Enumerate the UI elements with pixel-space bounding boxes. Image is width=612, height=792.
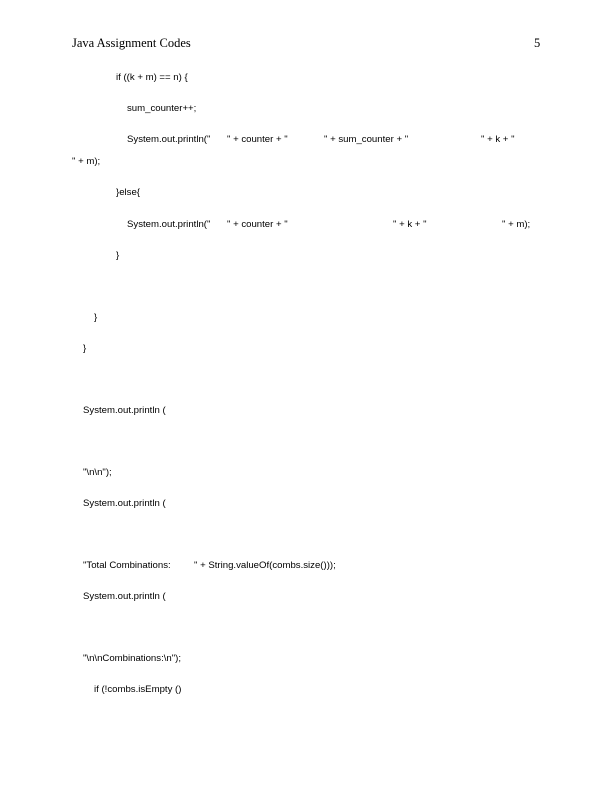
code-line-total-label: "Total Combinations: — [83, 560, 171, 571]
code-line-m-fragment: " + m); — [72, 156, 101, 167]
code-line-println-start: System.out.println(" — [127, 134, 211, 145]
code-line-if: if ((k + m) == n) { — [116, 72, 188, 83]
code-line-newlines: "\n\n"); — [83, 467, 112, 478]
running-header-title: Java Assignment Codes — [72, 36, 191, 50]
code-line-close-brace-3: } — [83, 343, 87, 354]
code-line-if-not-empty: if (!combs.isEmpty () — [94, 684, 182, 695]
code-line-increment: sum_counter++; — [127, 103, 197, 114]
code-line-println-1: System.out.println ( — [83, 405, 166, 416]
code-line-else: }else{ — [116, 187, 141, 198]
code-line-close-brace-2: } — [94, 312, 98, 323]
code-line-else-counter-fragment: " + counter + " — [227, 219, 288, 230]
code-line-else-m-fragment: " + m); — [502, 219, 531, 230]
code-line-sum-counter-fragment: " + sum_counter + " — [324, 134, 409, 145]
code-line-total-value: " + String.valueOf(combs.size())); — [194, 560, 336, 571]
code-line-else-println-start: System.out.println(" — [127, 219, 211, 230]
code-line-close-brace-1: } — [116, 250, 120, 261]
code-line-else-k-fragment: " + k + " — [393, 219, 427, 230]
page-number: 5 — [534, 36, 541, 50]
code-line-k-fragment: " + k + " — [481, 134, 515, 145]
code-line-combinations: "\n\nCombinations:\n"); — [83, 653, 181, 664]
code-line-println-3: System.out.println ( — [83, 591, 166, 602]
code-line-println-2: System.out.println ( — [83, 498, 166, 509]
code-line-counter-fragment: " + counter + " — [227, 134, 288, 145]
